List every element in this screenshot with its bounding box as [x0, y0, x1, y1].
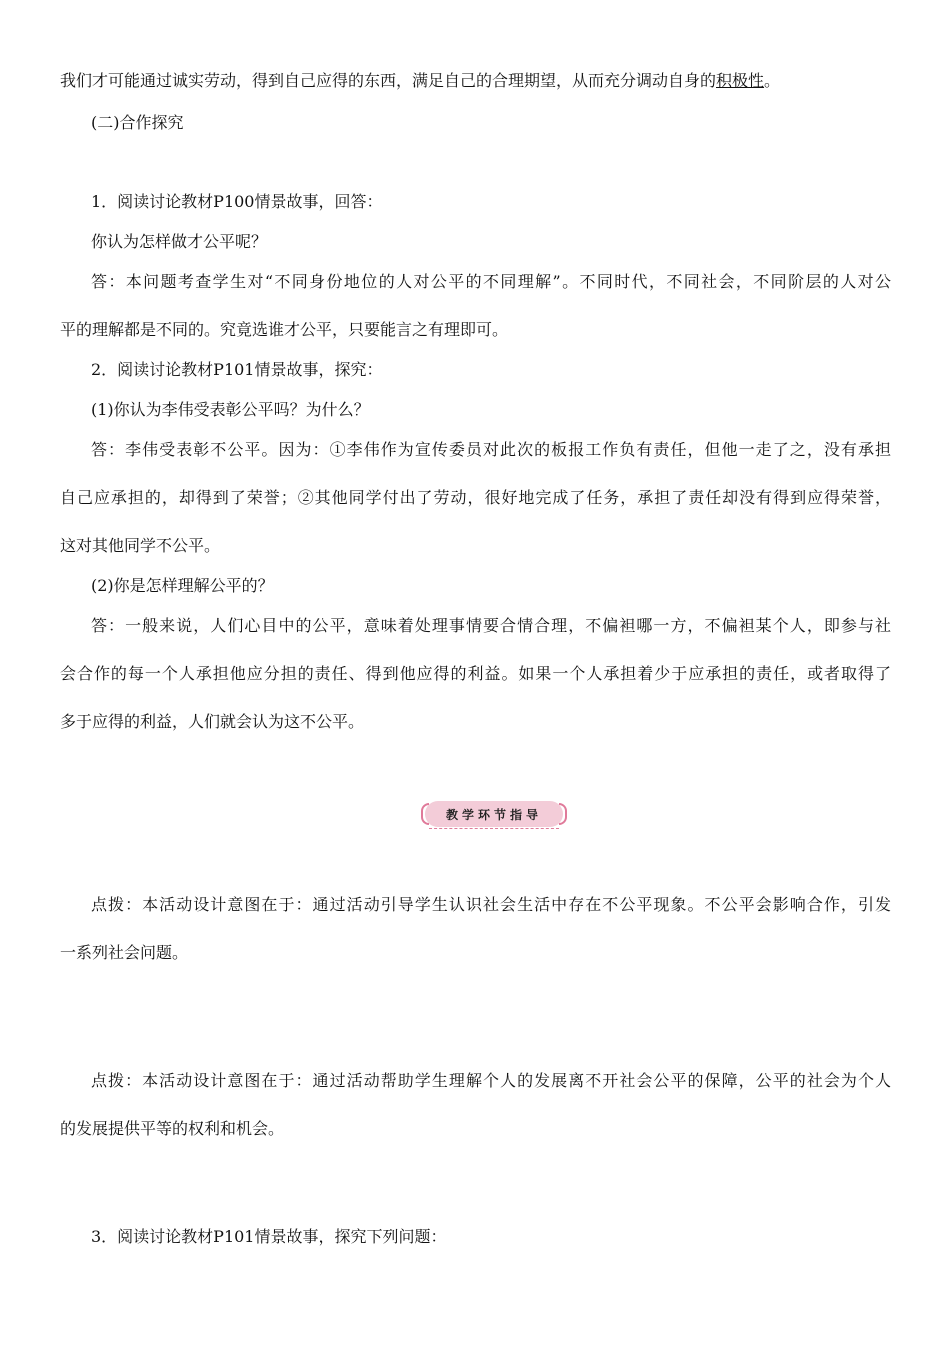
answer-line: 平的理解都是不同的。究竟选谁才公平，只要能言之有理即可。 — [60, 320, 509, 339]
tip-line: 的发展提供平等的权利和机会。 — [60, 1119, 285, 1138]
question-text: (2)你是怎样理解公平的？ — [91, 576, 274, 595]
question-text: 你认为怎样做才公平呢？ — [91, 232, 268, 251]
underlined-term: 积极性 — [716, 71, 765, 90]
answer-line: 会合作的每一个人承担他应分担的责任、得到他应得的利益。如果一个人承担着少于应承担的责任，或者取得了 — [60, 664, 891, 683]
answer-line: 答：李伟受表彰不公平。因为：①李伟作为宣传委员对此次的板报工作负有责任，但他一走了之，没有承担 — [91, 440, 891, 459]
question-text: (1)你认为李伟受表彰公平吗？为什么？ — [91, 400, 370, 419]
question-heading: 2．阅读讨论教材P101情景故事，探究： — [91, 360, 383, 379]
tip-line: 点拨：本活动设计意图在于：通过活动引导学生认识社会生活中存在不公平现象。不公平会影响合作，引发 — [91, 895, 891, 914]
badge-label: 教学环节指导 — [445, 807, 542, 822]
answer-line: 答：本问题考查学生对“不同身份地位的人对公平的不同理解”。不同时代，不同社会，不同阶层的人对公 — [91, 272, 891, 291]
question-heading: 1．阅读讨论教材P100情景故事，回答： — [91, 192, 383, 211]
section-badge — [421, 799, 567, 831]
answer-line: 多于应得的利益，人们就会认为这不公平。 — [60, 712, 365, 731]
badge-dashed-underline — [429, 828, 559, 829]
answer-line: 这对其他同学不公平。 — [60, 536, 221, 555]
tip-line: 一系列社会问题。 — [60, 943, 189, 962]
answer-line: 自己应承担的，却得到了荣誉；②其他同学付出了劳动，很好地完成了任务，承担了责任却没有得到应得荣誉， — [60, 488, 891, 507]
paragraph-line: 我们才可能通过诚实劳动，得到自己应得的东西，满足自己的合理期望，从而充分调动自身的积极性。 — [60, 71, 781, 90]
question-heading: 3．阅读讨论教材P101情景故事，探究下列问题： — [91, 1227, 447, 1246]
tip-line: 点拨：本活动设计意图在于：通过活动帮助学生理解个人的发展离不开社会公平的保障，公平的社会为个人 — [91, 1071, 891, 1090]
section-heading: (二)合作探究 — [91, 113, 184, 132]
answer-line: 答：一般来说，人们心目中的公平，意味着处理事情要合情合理，不偏袒哪一方，不偏袒某个人，即参与社 — [91, 616, 891, 635]
